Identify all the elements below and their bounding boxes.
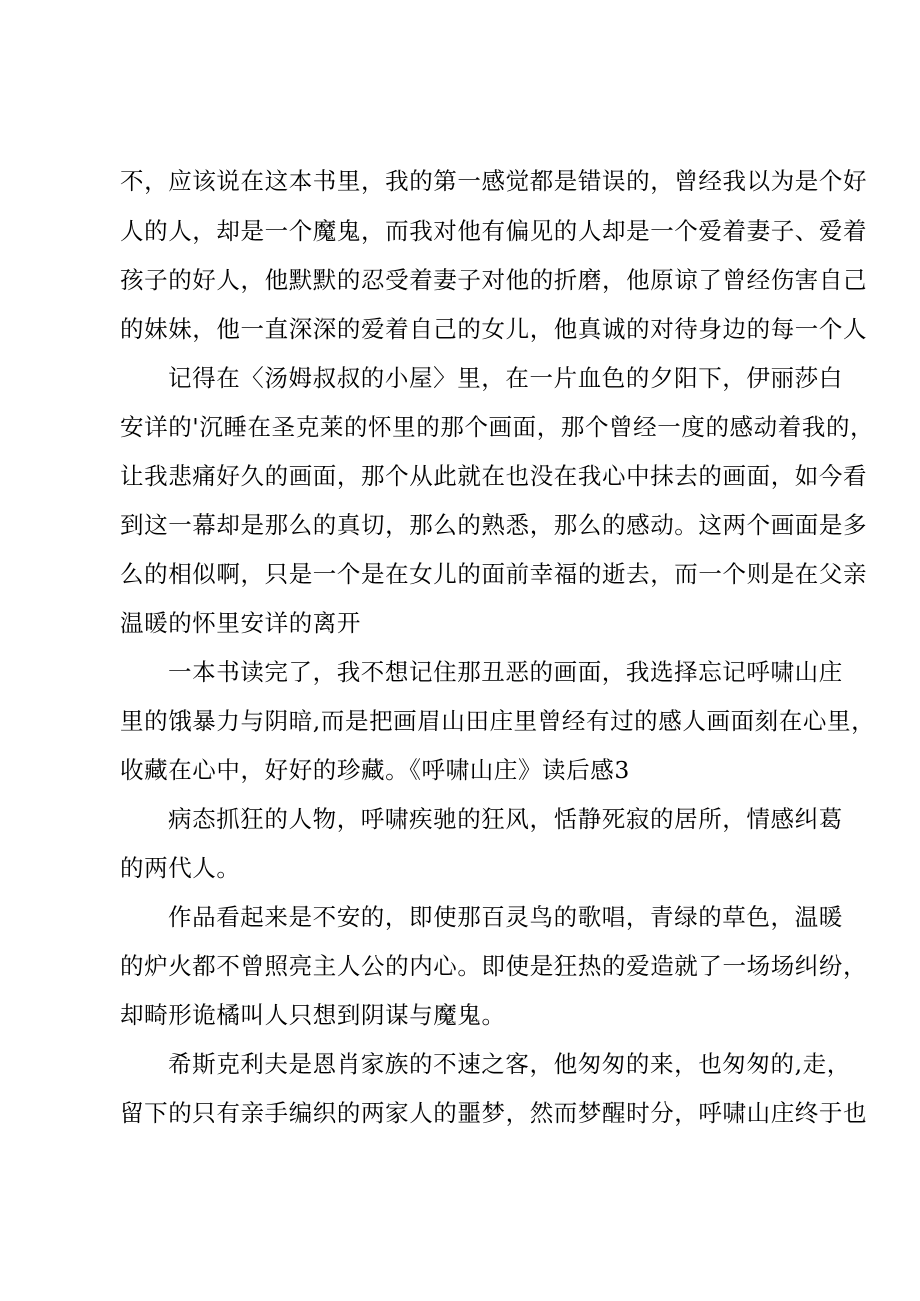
text-line: 希斯克利夫是恩肖家族的不速之客，他匆匆的来，也匆匆的,走， bbox=[168, 1050, 851, 1078]
text-line: 温暖的怀里安详的离开 bbox=[120, 609, 361, 637]
text-line: 记得在〈汤姆叔叔的小屋〉里，在一片血色的夕阳下，伊丽莎白 bbox=[168, 364, 843, 392]
text-line: 让我悲痛好久的画面，那个从此就在也没在我心中抹去的画面，如今看 bbox=[120, 462, 868, 490]
text-line: 却畸形诡橘叫人只想到阴谋与魔鬼。 bbox=[120, 1001, 506, 1029]
text-line: 孩子的好人，他默默的忍受着妻子对他的折磨，他原谅了曾经伤害自己 bbox=[120, 266, 868, 294]
text-line: 人的人，却是一个魔鬼，而我对他有偏见的人却是一个爱着妻子、爱着 bbox=[120, 217, 868, 245]
text-line: 么的相似啊，只是一个是在女儿的面前幸福的逝去，而一个则是在父亲 bbox=[120, 560, 868, 588]
text-line: 的炉火都不曾照亮主人公的内心。即使是狂热的爱造就了一场场纠纷， bbox=[120, 952, 868, 980]
text-line: 收藏在心中，好好的珍藏。《呼啸山庄》读后感3 bbox=[120, 756, 630, 784]
text-line: 的两代人。 bbox=[120, 854, 241, 882]
text-line: 安详的'沉睡在圣克莱的怀里的那个画面，那个曾经一度的感动着我的， bbox=[120, 413, 875, 441]
text-line: 作品看起来是不安的，即使那百灵鸟的歌唱，青绿的草色，温暖 bbox=[168, 903, 843, 931]
text-line: 到这一幕却是那么的真切，那么的熟悉，那么的感动。这两个画面是多 bbox=[120, 511, 868, 539]
text-line: 病态抓狂的人物，呼啸疾驰的狂风，恬静死寂的居所，情感纠葛 bbox=[168, 805, 843, 833]
text-line: 一本书读完了，我不想记住那丑恶的画面，我选择忘记呼啸山庄 bbox=[168, 658, 843, 686]
text-line: 不，应该说在这本书里，我的第一感觉都是错误的，曾经我以为是个好 bbox=[120, 167, 868, 195]
text-line: 留下的只有亲手编织的两家人的噩梦，然而梦醒时分，呼啸山庄终于也 bbox=[120, 1099, 868, 1127]
text-line: 里的饿暴力与阴暗,而是把画眉山田庄里曾经有过的感人画面刻在心里， bbox=[120, 707, 876, 735]
text-line: 的妹妹，他一直深深的爱着自己的女儿，他真诚的对待身边的每一个人 bbox=[120, 315, 868, 343]
